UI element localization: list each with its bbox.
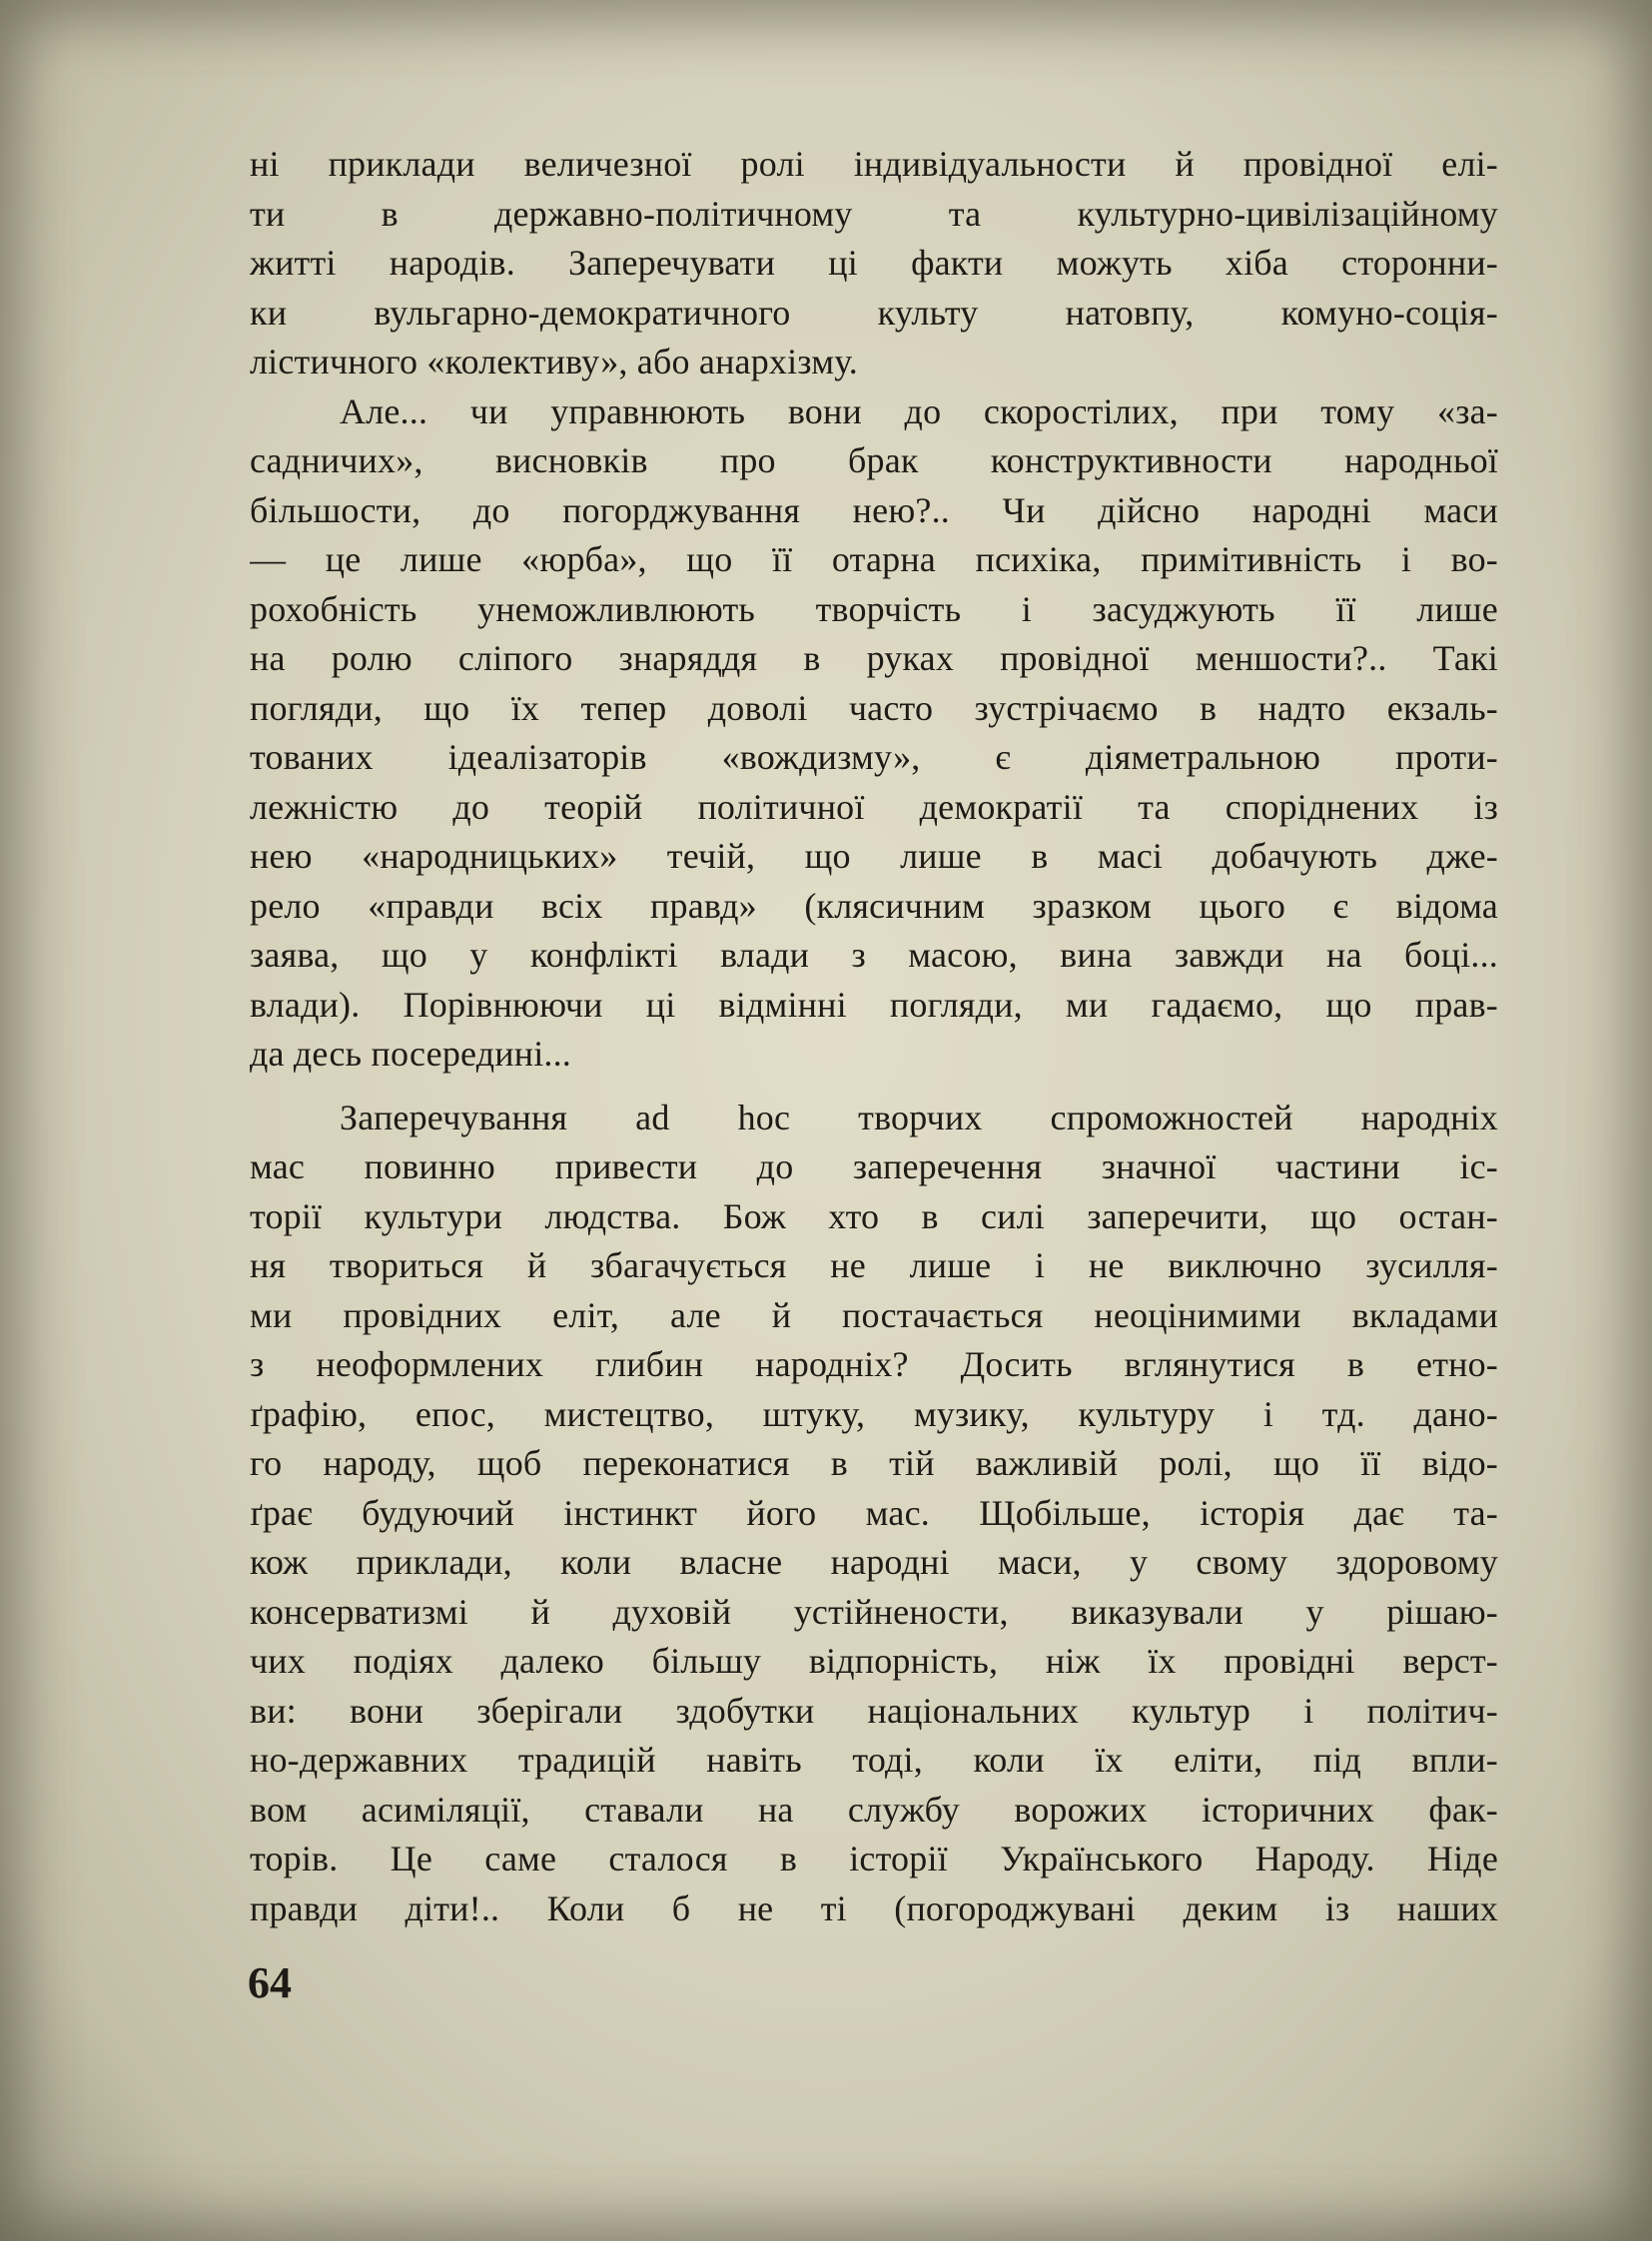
text-line: влади). Порівнюючи ці відмінні погляди, ми гадаємо, що прав- bbox=[250, 984, 1498, 1025]
paragraph-2 bbox=[250, 387, 1498, 1080]
text-line: торів. Це саме сталося в історії Українського Народу. Ніде bbox=[250, 1839, 1498, 1878]
text-line: мас повинно привести до заперечення значної частини іс- bbox=[250, 1146, 1498, 1186]
text-line: ми провідних еліт, але й постачається неоцінимими вкладами bbox=[250, 1294, 1498, 1335]
text-line: ки вульгарно-демократичного культу натовпу, комуно-соція- bbox=[250, 292, 1498, 333]
paragraph-3 bbox=[250, 1094, 1498, 1934]
text-line: консерватизмі й духовій устійнености, виказували у рішаю- bbox=[250, 1591, 1498, 1632]
text-line: ґрафію, епос, мистецтво, штуку, музику, культуру і тд. дано- bbox=[250, 1393, 1498, 1434]
text-line: го народу, щоб переконатися в тій важливій ролі, що її відо- bbox=[250, 1443, 1498, 1483]
text-line: правди діти!.. Коли б не ті (погороджувані деким із наших bbox=[250, 1887, 1498, 1928]
text-line: нею «народницьких» течій, що лише в масі добачують дже- bbox=[250, 836, 1498, 876]
text-line: садничих», висновків про брак конструктивности народньої bbox=[250, 440, 1498, 480]
text-line: ви: вони зберігали здобутки національних культур і політич- bbox=[250, 1690, 1498, 1731]
text-line: но-державних традицій навіть тоді, коли їх еліти, під впли- bbox=[250, 1740, 1498, 1780]
text-line: Заперечування ad hoc творчих спроможностей народніх bbox=[340, 1097, 1498, 1137]
page-number: 64 bbox=[248, 1958, 292, 2007]
text-line: заява, що у конфлікті влади з масою, вина завжди на боці... bbox=[250, 935, 1498, 975]
text-line: — це лише «юрба», що її отарна психіка, примітивність і во- bbox=[250, 539, 1498, 579]
text-line: погляди, що їх тепер доволі часто зустрічаємо в надто екзаль- bbox=[250, 687, 1498, 728]
text-line: чих подіях далеко більшу відпорність, ніж їх провідні верст- bbox=[250, 1641, 1498, 1681]
page-text bbox=[250, 140, 1498, 1933]
text-line: ти в державно-політичному та культурно-цивілізаційному bbox=[250, 193, 1498, 234]
text-line: да десь посередині... bbox=[250, 1034, 571, 1074]
text-line: на ролю сліпого знаряддя в руках провідної меншости?.. Такі bbox=[250, 638, 1498, 678]
text-line: ні приклади величезної ролі індивідуальности й провідної елі- bbox=[250, 144, 1498, 184]
text-line: Але... чи управнюють вони до скоростілих, при тому «за- bbox=[340, 390, 1498, 431]
text-line: рохобність унеможливлюють творчість і засуджують її лише bbox=[250, 588, 1498, 629]
text-line: ґрає будуючий інстинкт його мас. Щобільше, історія дає та- bbox=[250, 1492, 1498, 1533]
text-line: ня твориться й збагачується не лише і не виключно зусилля- bbox=[250, 1245, 1498, 1285]
paragraph-1 bbox=[250, 140, 1498, 387]
text-line: з неоформлених глибин народніх? Досить вглянутися в етно- bbox=[250, 1344, 1498, 1384]
text-line: вом асиміляції, ставали на службу ворожих історичних фак- bbox=[250, 1789, 1498, 1830]
text-line: рело «правди всіх правд» (клясичним зразком цього є відома bbox=[250, 885, 1498, 926]
text-line: лістичного «колективу», або анархізму. bbox=[250, 342, 859, 381]
text-line: торії культури людства. Бож хто в силі заперечити, що остан- bbox=[250, 1195, 1498, 1236]
text-line: кож приклади, коли власне народні маси, у свому здоровому bbox=[250, 1542, 1498, 1582]
text-line: більшости, до погорджування нею?.. Чи дійсно народні маси bbox=[250, 489, 1498, 530]
text-line: житті народів. Заперечувати ці факти можуть хіба сторонни- bbox=[250, 243, 1498, 283]
text-line: лежністю до теорій політичної демократії та споріднених із bbox=[250, 786, 1498, 827]
text-line: тованих ідеалізаторів «вождизму», є діяметральною проти- bbox=[250, 737, 1498, 777]
